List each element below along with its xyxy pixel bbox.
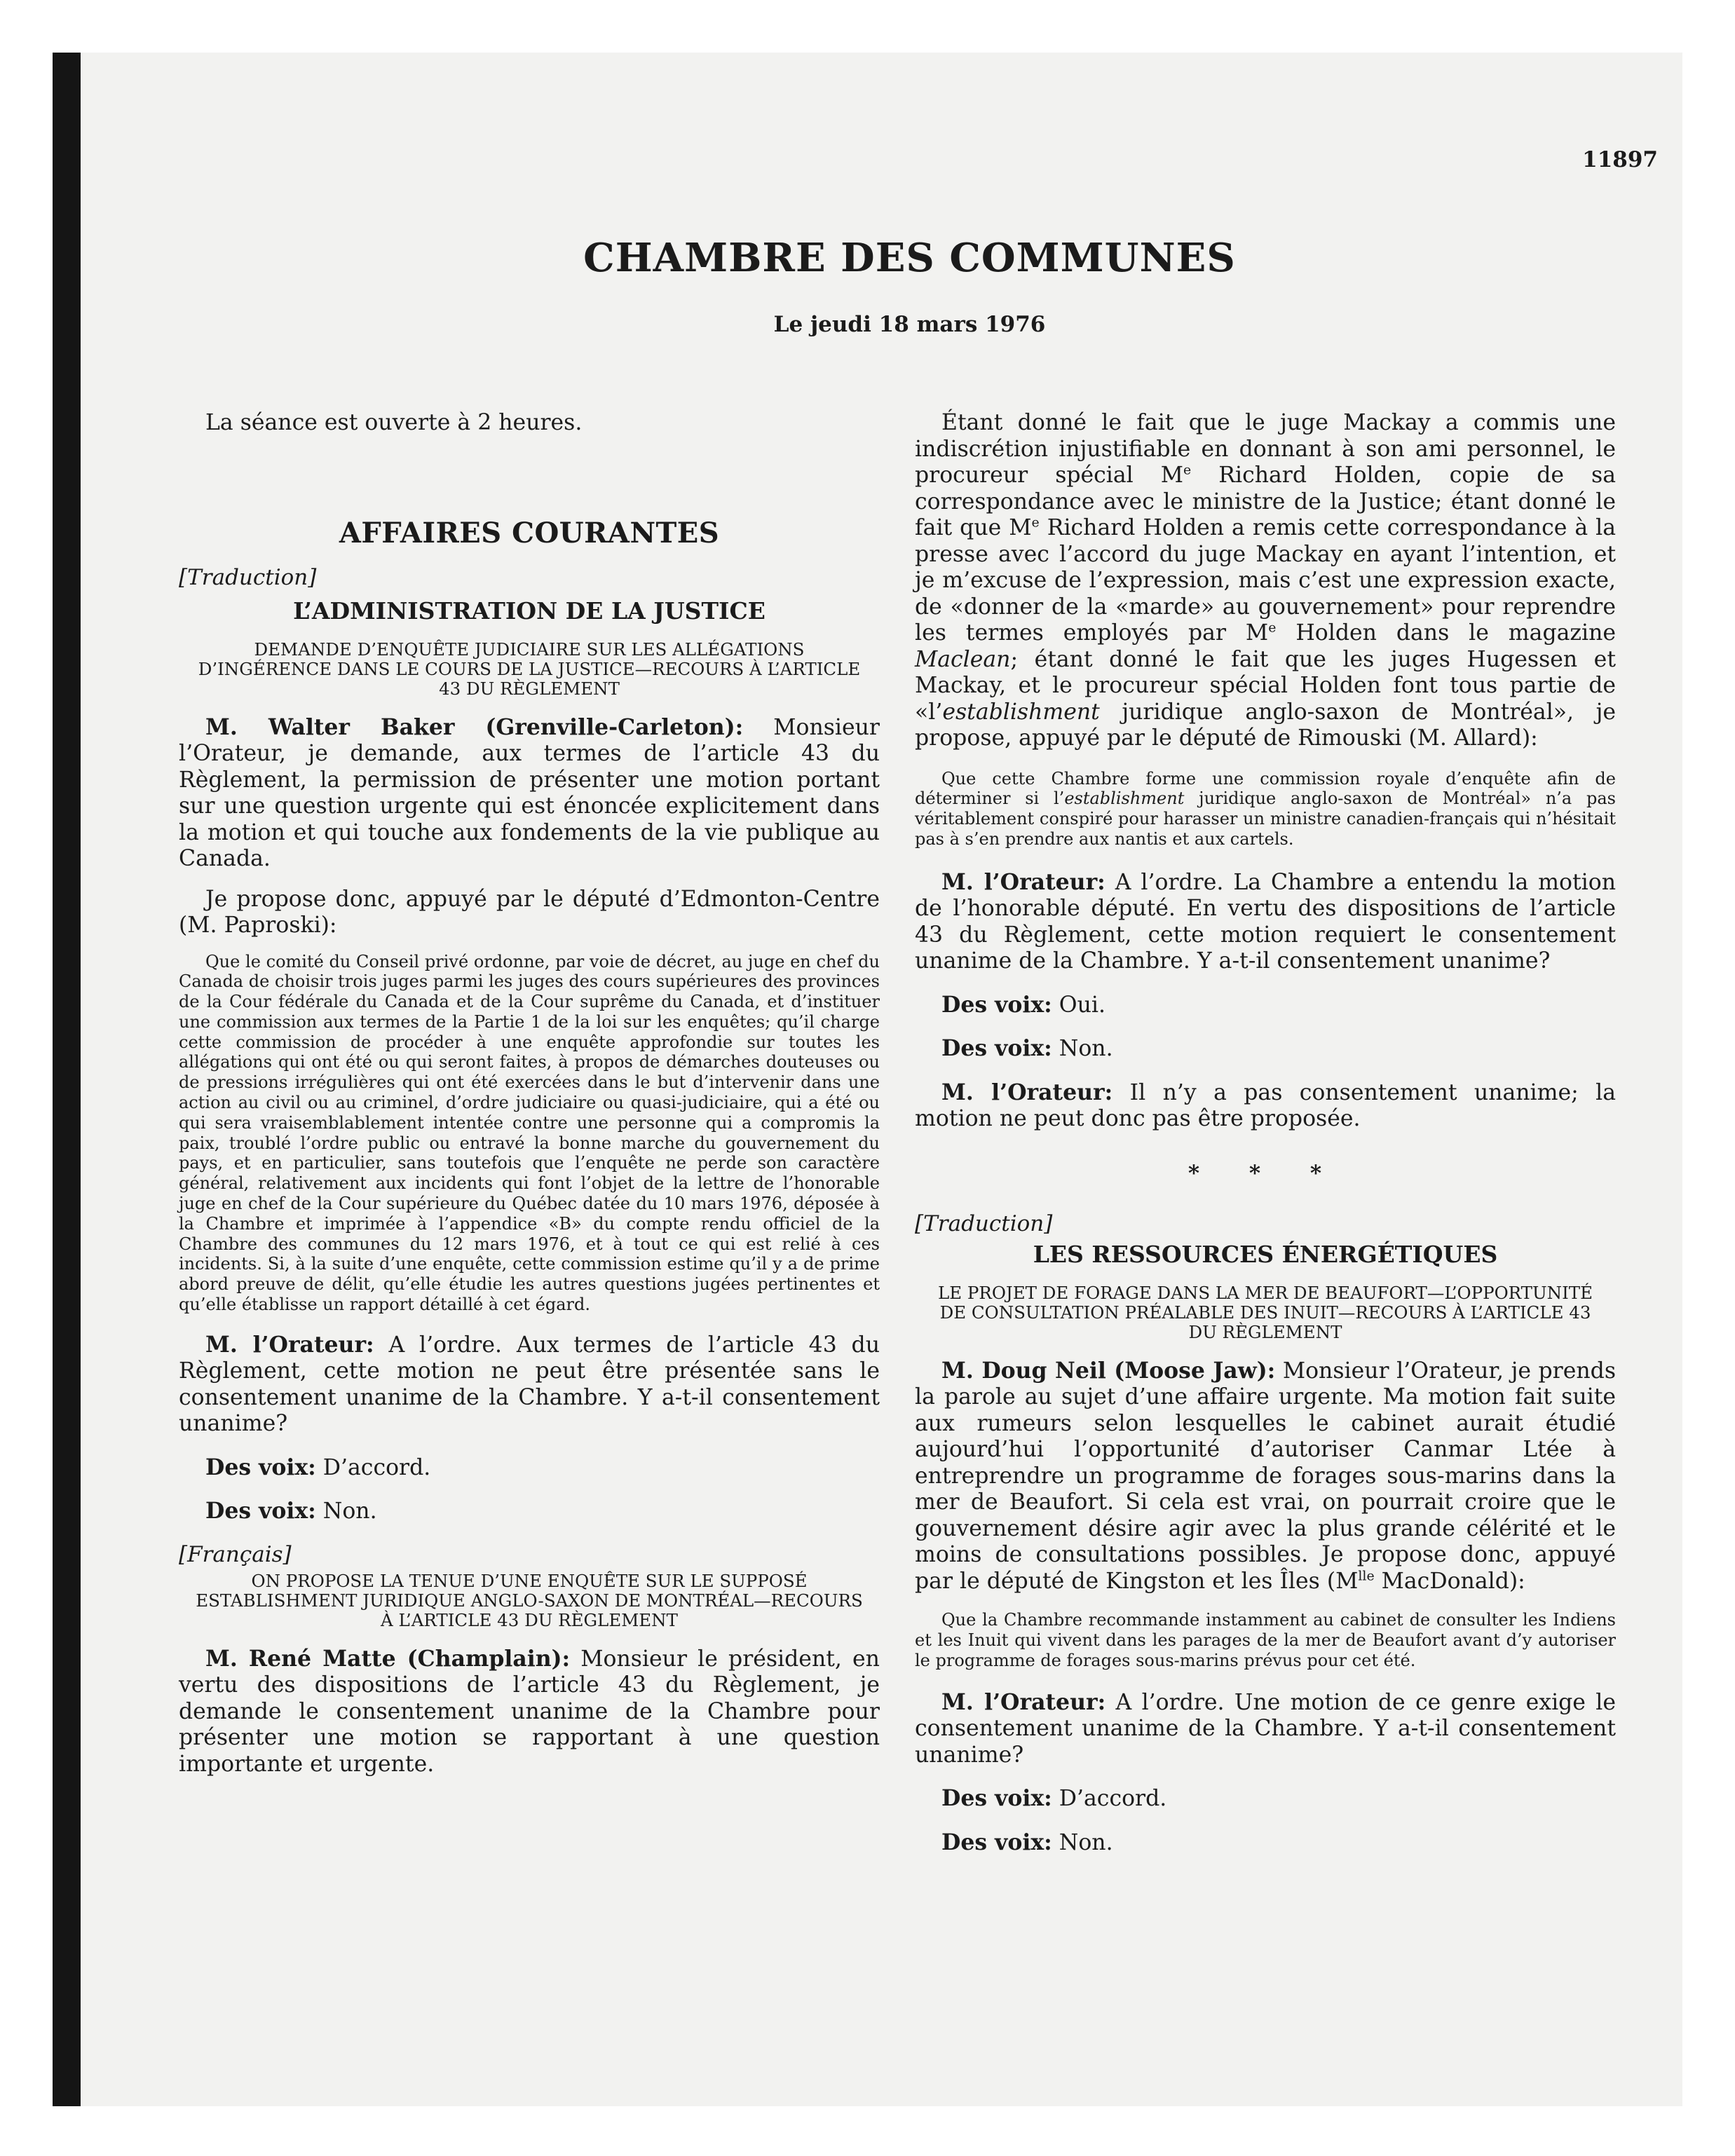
speaker-ruling [915, 1079, 1616, 1133]
baker-intervention [179, 714, 880, 873]
matte-intervention [179, 1646, 880, 1778]
voices-label: Des voix: [941, 1035, 1052, 1062]
voices-line [915, 1829, 1616, 1857]
italic-term: establishment [1064, 789, 1185, 809]
title-abbrev: e [1268, 620, 1277, 636]
speech-text: MacDonald): [1374, 1568, 1525, 1594]
speaker-name: M. l’Orateur: [941, 868, 1105, 895]
neil-intervention [915, 1358, 1616, 1595]
voices-label: Des voix: [205, 1454, 316, 1480]
sitting-date: Le jeudi 18 mars 1976 [773, 312, 1046, 337]
speech-text: Il n’y a pas consentement unanime; la motion ne peut donc pas être proposée. [915, 1079, 1616, 1132]
speech-text: Monsieur le président, en vertu des dispositions de l’article 43 du Règlement, je demande le consentement unanime de la Chambre pour présenter une motion se rapportant à une question importante et urgente. [179, 1646, 880, 1777]
right-column [915, 410, 1616, 1856]
speaker-name: M. l’Orateur: [941, 1688, 1106, 1715]
speaker-name: M. René Matte (Champlain): [205, 1645, 571, 1672]
section-heading: AFFAIRES COURANTES [339, 516, 720, 550]
voices-line [915, 1785, 1616, 1813]
speech-text: Monsieur l’Orateur, je demande, aux termes de l’article 43 du Règlement, la permission de présenter une motion portant sur une question urgente qui est énoncée explicitement dans la motion et qui touche aux fondements de la vie publique au Canada. [179, 714, 880, 871]
speech-text: Monsieur l’Orateur, je prends la parole au sujet d’une affaire urgente. Ma motion fait suite aux rumeurs selon lesquelles le cabinet aurait étudié aujourd’hui l’opportunité d’autoriser Canmar Ltée à entreprendre un programme de forages sous-marins dans la mer de Beaufort. Si cela est vrai, on pourrait croire que le gouvernement désire agir avec la plus grande célérité et le moins de consultations possibles. Je propose donc, appuyé par le député de Kingston et les Îles (M [915, 1358, 1616, 1594]
speech-text: Richard Holden, copie de sa correspondance avec le ministre de la Justice; étant donné le fait que M [915, 463, 1616, 540]
title-abbrev: e [1031, 514, 1040, 531]
speech-text: Que cette Chambre forme une commission royale d’enquête afin de déterminer si l’ [915, 768, 1616, 809]
speech-text: Holden dans le magazine [1276, 620, 1616, 646]
voices-line [179, 1454, 880, 1482]
voices-label: Des voix: [941, 991, 1052, 1018]
language-note: [Traduction] [179, 564, 317, 590]
speaker-name: M. l’Orateur: [205, 1331, 374, 1358]
page-title: CHAMBRE DES COMMUNES [583, 235, 1236, 281]
speech-text: D’accord. [315, 1454, 431, 1480]
baker-proposal: Je propose donc, appuyé par le député d’Edmonton-Centre (M. Paproski): [179, 886, 880, 938]
speaker-name: M. l’Orateur: [941, 1079, 1113, 1105]
language-note: [Traduction] [915, 1210, 1053, 1236]
speaker-ruling [915, 1689, 1616, 1769]
subheading-enquete: DEMANDE D’ENQUÊTE JUDICIAIRE SUR LES ALLÉGATIONS D’INGÉRENCE DANS LE COURS DE LA JUSTICE—RECOURS À L’ARTICLE 43 DU RÈGLEMENT [198, 639, 861, 699]
speaker-ruling [179, 1332, 880, 1438]
speaker-ruling [915, 869, 1616, 975]
language-note: [Français] [179, 1541, 292, 1567]
italic-term: establishment [942, 699, 1100, 725]
subheading-establishment: ON PROPOSE LA TENUE D’UNE ENQUÊTE SUR LE SUPPOSÉ ESTABLISHMENT JURIDIQUE ANGLO-SAXON DE MONTRÉAL—RECOURS À L’ARTICLE 43 DU RÈGLEMENT [196, 1570, 863, 1630]
speech-text: A l’ordre. Une motion de ce genre exige le consentement unanime de la Chambre. Y a-t-il consentement unanime? [915, 1689, 1616, 1768]
voices-line [915, 992, 1616, 1019]
voices-line [179, 1498, 880, 1525]
opening-line: La séance est ouverte à 2 heures. [205, 410, 583, 435]
voices-label: Des voix: [941, 1785, 1052, 1812]
speech-text: Étant donné le fait que le juge Mackay a commis une indiscrétion injustifiable en donnant à son ami personnel, le procureur spécial M [915, 410, 1616, 488]
speech-text: Non. [1052, 1036, 1113, 1062]
title-abbrev: e [1183, 462, 1192, 478]
page-number: 11897 [1582, 147, 1658, 172]
left-column [179, 410, 880, 1778]
voices-line [915, 1035, 1616, 1063]
magazine-name: Maclean [915, 646, 1011, 672]
motion-text: Que le comité du Conseil privé ordonne, par voie de décret, au juge en chef du Canada de choisir trois juges parmi les juges des cours supérieures des provinces de la Cour fédérale du Canada et de la Cour suprême du Canada, et d’instituer une commission aux termes de la Partie 1 de la loi sur les enquêtes; qu’il charge cette commission de procéder à une enquête approfondie sur toutes les allégations qui ont été ou qui seront faites, à propos de démarches douteuses ou de pressions irrégulières qui ont été exercées dans le but d’intervenir dans une action au civil ou au criminel, d’ordre judiciaire ou quasi-judiciaire, qui a été ou qui sera vraisemblablement intentée contre une personne qui a compromis la paix, troublé l’ordre public ou entravé la bonne marche du gouvernement du pays, et en particulier, sans toutefois que l’enquête ne perde son caractère général, relativement aux incidents qui font l’objet de la lettre de l’honorable juge en chef de la Cour supérieure du Québec datée du 10 mars 1976, déposée à la Chambre et imprimée à l’appendice «B» du compte rendu officiel de la Chambre des communes du 12 mars 1976, et à tout ce qui est relié à ces incidents. Si, à la suite d’une enquête, cette commission estime qu’il y a de prime abord preuve de délit, qu’elle étudie les autres questions jugées pertinentes et qu’elle établisse un rapport détaillé à cet égard. [179, 951, 880, 1315]
heading-administration: L’ADMINISTRATION DE LA JUSTICE [293, 596, 766, 625]
speech-text: A l’ordre. Aux termes de l’article 43 du Règlement, cette motion ne peut être présentée sans le consentement unanime de la Chambre. Y a-t-il consentement unanime? [179, 1332, 880, 1437]
speech-text: Non. [1052, 1829, 1113, 1855]
matte-motion-preamble [915, 410, 1616, 752]
speech-text: juridique anglo-saxon de Montréal» n’a pas véritablement conspiré pour harasser un ministre canadien-français qui n’hésitait pas à s’en prendre aux nantis et aux cartels. [915, 789, 1616, 849]
binding-edge [53, 53, 81, 2106]
speech-text: ; étant donné le fait que les juges Hugessen et Mackay, et le procureur spécial Holden font tous partie de «l’ [915, 646, 1616, 725]
section-separator: * * * [1188, 1160, 1343, 1186]
speech-text: Non. [315, 1499, 377, 1524]
speech-text: D’accord. [1052, 1786, 1167, 1812]
speech-text: Oui. [1052, 992, 1105, 1018]
speech-text: Richard Holden a remis cette correspondance à la presse avec l’accord du juge Mackay en ayant l’intention, et je m’excuse de l’expression, mais c’est une expression exacte, de «donner de la «marde» au gouvernement» pour reprendre les termes employés par M [915, 515, 1616, 646]
speaker-name: M. Walter Baker (Grenville-Carleton): [205, 714, 744, 740]
speech-text: juridique anglo-saxon de Montréal», je propose, appuyé par le député de Rimouski (M. Allard): [915, 699, 1616, 751]
motion-text: Que la Chambre recommande instamment au cabinet de consulter les Indiens et les Inuit qui vivent dans les parages de la mer de Beaufort avant d’y autoriser le programme de forages sous-marins prévus pour cet été. [915, 1610, 1616, 1670]
voices-label: Des voix: [205, 1498, 316, 1524]
title-abbrev: lle [1358, 1568, 1375, 1584]
subheading-beaufort: LE PROJET DE FORAGE DANS LA MER DE BEAUFORT—L’OPPORTUNITÉ DE CONSULTATION PRÉALABLE DES INUIT—RECOURS À L’ARTICLE 43 DU RÈGLEMENT [937, 1282, 1593, 1342]
motion-text [915, 769, 1616, 850]
speaker-name: M. Doug Neil (Moose Jaw): [941, 1357, 1276, 1384]
heading-ressources: LES RESSOURCES ÉNERGÉTIQUES [1033, 1240, 1498, 1268]
voices-label: Des voix: [941, 1829, 1052, 1855]
speech-text: A l’ordre. La Chambre a entendu la motion de l’honorable député. En vertu des dispositions de l’article 43 du Règlement, cette motion requiert le consentement unanime de la Chambre. Y a-t-il consentement unanime? [915, 869, 1616, 974]
